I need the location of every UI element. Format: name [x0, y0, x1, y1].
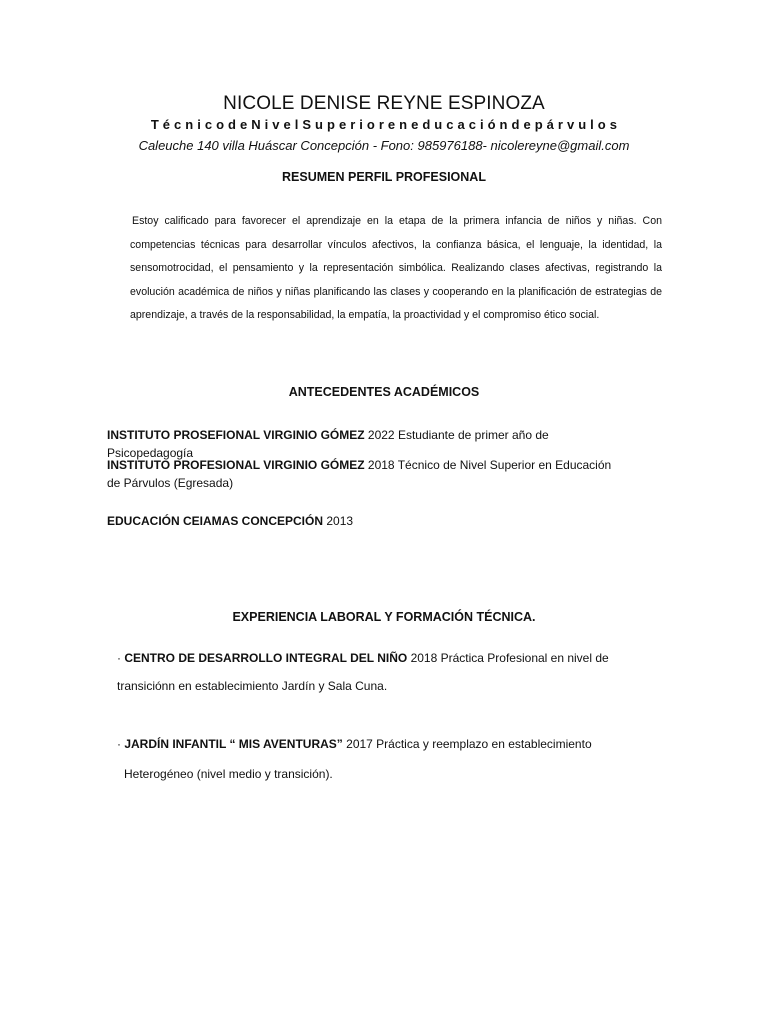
experience-item	[117, 649, 637, 667]
education-detail-continued: de Párvulos (Egresada)	[107, 476, 234, 490]
education-detail: 2018 Técnico de Nivel Superior en Educación	[364, 458, 612, 472]
experience-place: CENTRO DE DESARROLLO INTEGRAL DEL NIÑO	[124, 651, 408, 665]
experience-detail-continued: Heterogéneo (nivel medio y transición).	[124, 767, 333, 781]
bullet: ·	[117, 737, 125, 751]
education-item	[107, 456, 627, 492]
experience-detail: 2017 Práctica y reemplazo en establecimiento	[342, 737, 592, 751]
contact-line: Caleuche 140 villa Huáscar Concepción - Fono: 985976188- nicolereyne@gmail.com	[138, 138, 630, 153]
experience-detail-continued: transiciónn en establecimiento Jardín y Sala Cuna.	[117, 679, 388, 693]
education-institution: INSTITUTO PROSEFIONAL VIRGINIO GÓMEZ	[107, 428, 365, 442]
education-item	[107, 512, 627, 530]
summary-paragraph: Estoy calificado para favorecer el aprendizaje en la etapa de la primera infancia de niños y niñas. Con competencias técnicas para desarrollar vínculos afectivos, la confianza básica, el lenguaje, la identidad, la sensomotrocidad, el pensamiento y la representación simbólica. Realizando clases afectivas, registrando la evolución académica de niños y niñas planificando las clases y cooperando en la planificación de estrategias de aprendizaje, a través de la responsabilidad, la empatía, la proactividad y el compromiso ético social.	[130, 215, 662, 321]
summary-heading: RESUMEN PERFIL PROFESIONAL	[282, 170, 486, 184]
experience-detail: 2018 Práctica Profesional en nivel de	[407, 651, 609, 665]
candidate-name: NICOLE DENISE REYNE ESPINOZA	[223, 93, 545, 114]
experience-item	[117, 735, 637, 753]
education-institution: EDUCACIÓN CEIAMAS CONCEPCIÓN	[107, 514, 324, 528]
education-heading: ANTECEDENTES ACADÉMICOS	[288, 385, 480, 399]
experience-heading: EXPERIENCIA LABORAL Y FORMACIÓN TÉCNICA.	[232, 610, 536, 624]
education-detail: 2022 Estudiante de primer año de Psicopedagogía	[107, 428, 549, 460]
candidate-title: T é c n i c o d e N i v e l S u p e r i o r e n e d u c a c i ó n d e p á r v u l o s	[150, 117, 618, 132]
bullet: ·	[117, 651, 125, 665]
experience-place: JARDÍN INFANTIL “ MIS AVENTURAS”	[124, 737, 343, 751]
education-detail: 2013	[323, 514, 354, 528]
education-institution: INSTITUTO PROFESIONAL VIRGINIO GÓMEZ	[107, 458, 365, 472]
